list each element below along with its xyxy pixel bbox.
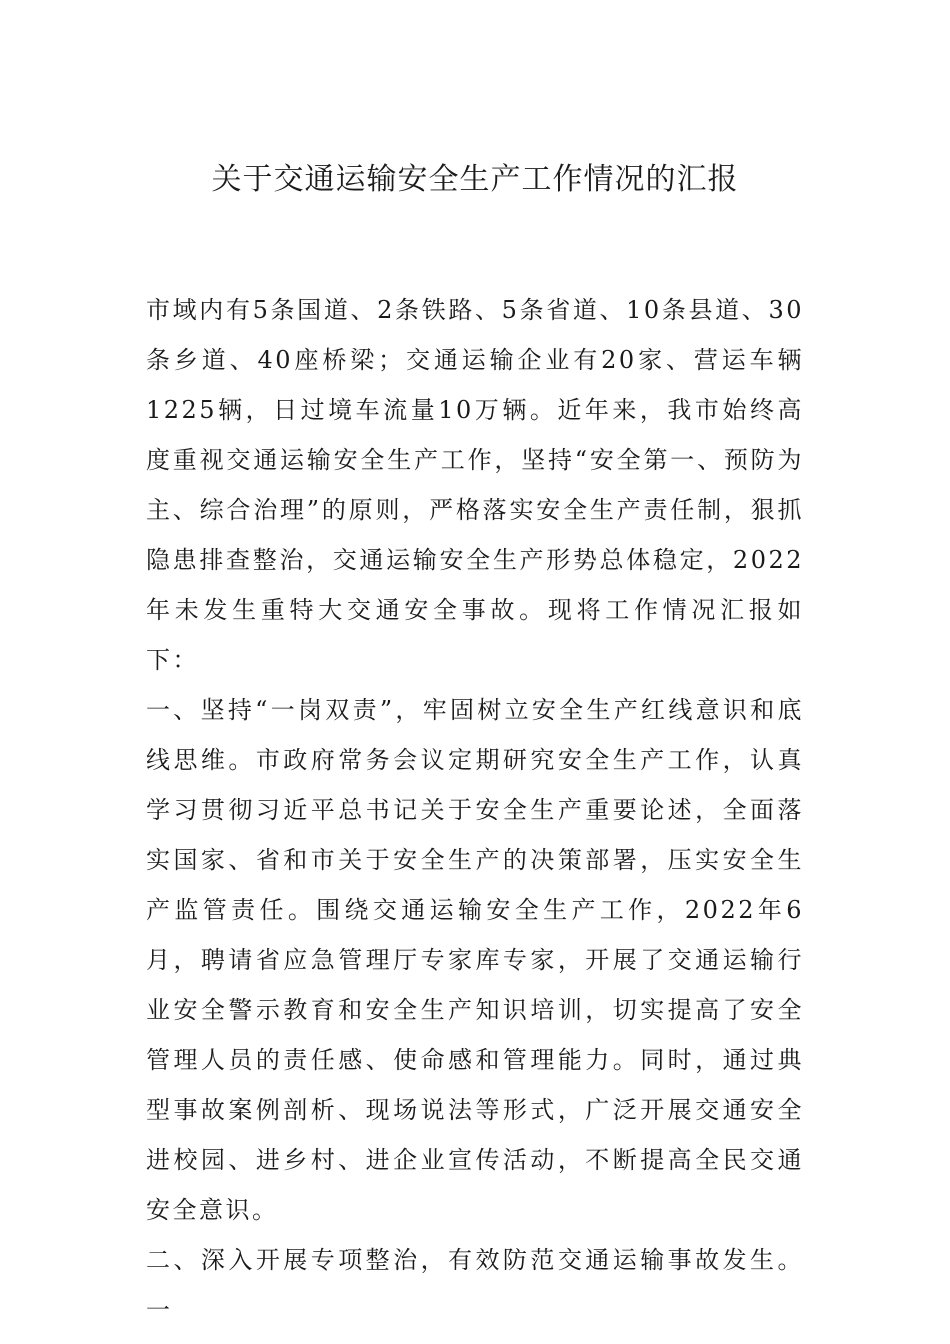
paragraph-section-two: 二、深入开展专项整治，有效防范交通运输事故发生。一 bbox=[146, 1246, 804, 1324]
document-title: 关于交通运输安全生产工作情况的汇报 bbox=[211, 162, 739, 197]
paragraph-section-one: 一、坚持“一岗双责”，牢固树立安全生产红线意识和底线思维。市政府常务会议定期研究安全生产工作，认真学习贯彻习近平总书记关于安全生产重要论述，全面落实国家、省和市关于安全生产的决策部署，压实安全生产监管责任。围绕交通运输安全生产工作，2022年6月，聘请省应急管理厅专家库专家，开展了交通运输行业安全警示教育和安全生产知识培训，切实提高了安全管理人员的责任感、使命感和管理能力。同时，通过典型事故案例剖析、现场说法等形式，广泛开展交通安全进校园、进乡村、进企业宣传活动，不断提高全民交通安全意识。 bbox=[146, 696, 804, 1224]
document-body bbox=[146, 285, 804, 1335]
paragraph-overview: 市域内有5条国道、2条铁路、5条省道、10条县道、30条乡道、40座桥梁；交通运输企业有20家、营运车辆1225辆，日过境车流量10万辆。近年来，我市始终高度重视交通运输安全生产工作，坚持“安全第一、预防为主、综合治理”的原则，严格落实安全生产责任制，狠抓隐患排查整治，交通运输安全生产形势总体稳定，2022年未发生重特大交通安全事故。现将工作情况汇报如下： bbox=[146, 296, 804, 674]
